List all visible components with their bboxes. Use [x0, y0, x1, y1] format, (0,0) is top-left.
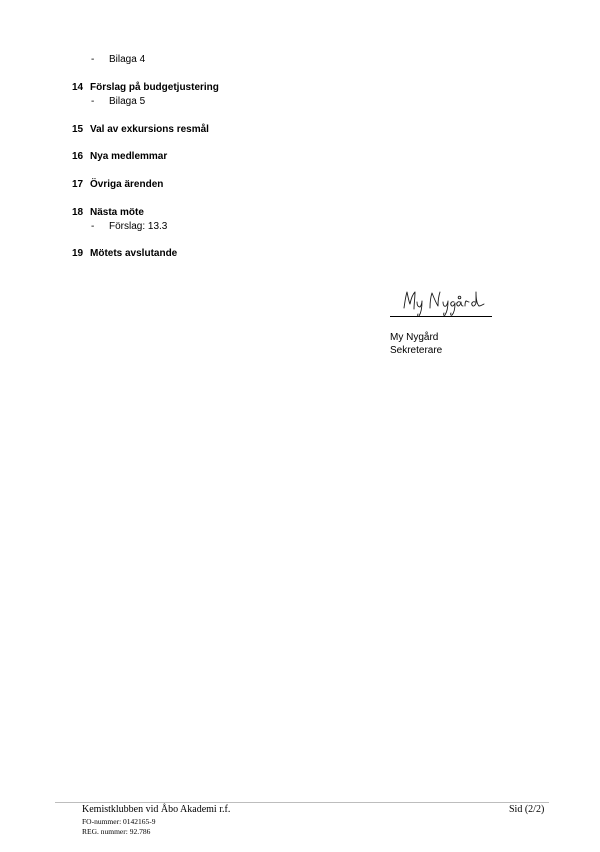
sub-item-dash: - — [91, 96, 95, 107]
agenda-item-number: 18 — [72, 207, 84, 218]
sub-item-dash: - — [91, 54, 95, 65]
agenda-item-number: 15 — [72, 124, 84, 135]
footer-fo-number: FO-nummer: 0142165-9 — [82, 817, 156, 826]
footer-reg-number: REG. nummer: 92.786 — [82, 827, 151, 836]
sub-item-text: Bilaga 4 — [109, 54, 146, 65]
footer-divider — [55, 802, 549, 803]
agenda-item-title: Nya medlemmar — [90, 151, 168, 162]
agenda-item-number: 14 — [72, 82, 84, 93]
agenda-item-title: Mötets avslutande — [90, 248, 178, 259]
signature-line — [390, 316, 492, 317]
agenda-item-number: 17 — [72, 179, 84, 190]
footer-page-number: Sid (2/2) — [509, 804, 545, 815]
signer-name: My Nygård — [390, 332, 439, 343]
agenda-item-title: Nästa möte — [90, 207, 144, 218]
footer-organization: Kemistklubben vid Åbo Akademi r.f. — [82, 804, 231, 815]
sub-item-dash: - — [91, 221, 95, 232]
agenda-item-title: Förslag på budgetjustering — [90, 82, 219, 93]
sub-item-text: Bilaga 5 — [109, 96, 146, 107]
agenda-item-number: 16 — [72, 151, 84, 162]
sub-item-text: Förslag: 13.3 — [109, 221, 168, 232]
agenda-item-title: Val av exkursions resmål — [90, 124, 209, 135]
signer-role: Sekreterare — [390, 345, 443, 356]
agenda-item-title: Övriga ärenden — [90, 179, 164, 190]
agenda-item-number: 19 — [72, 248, 84, 259]
handwritten-signature — [390, 286, 500, 318]
